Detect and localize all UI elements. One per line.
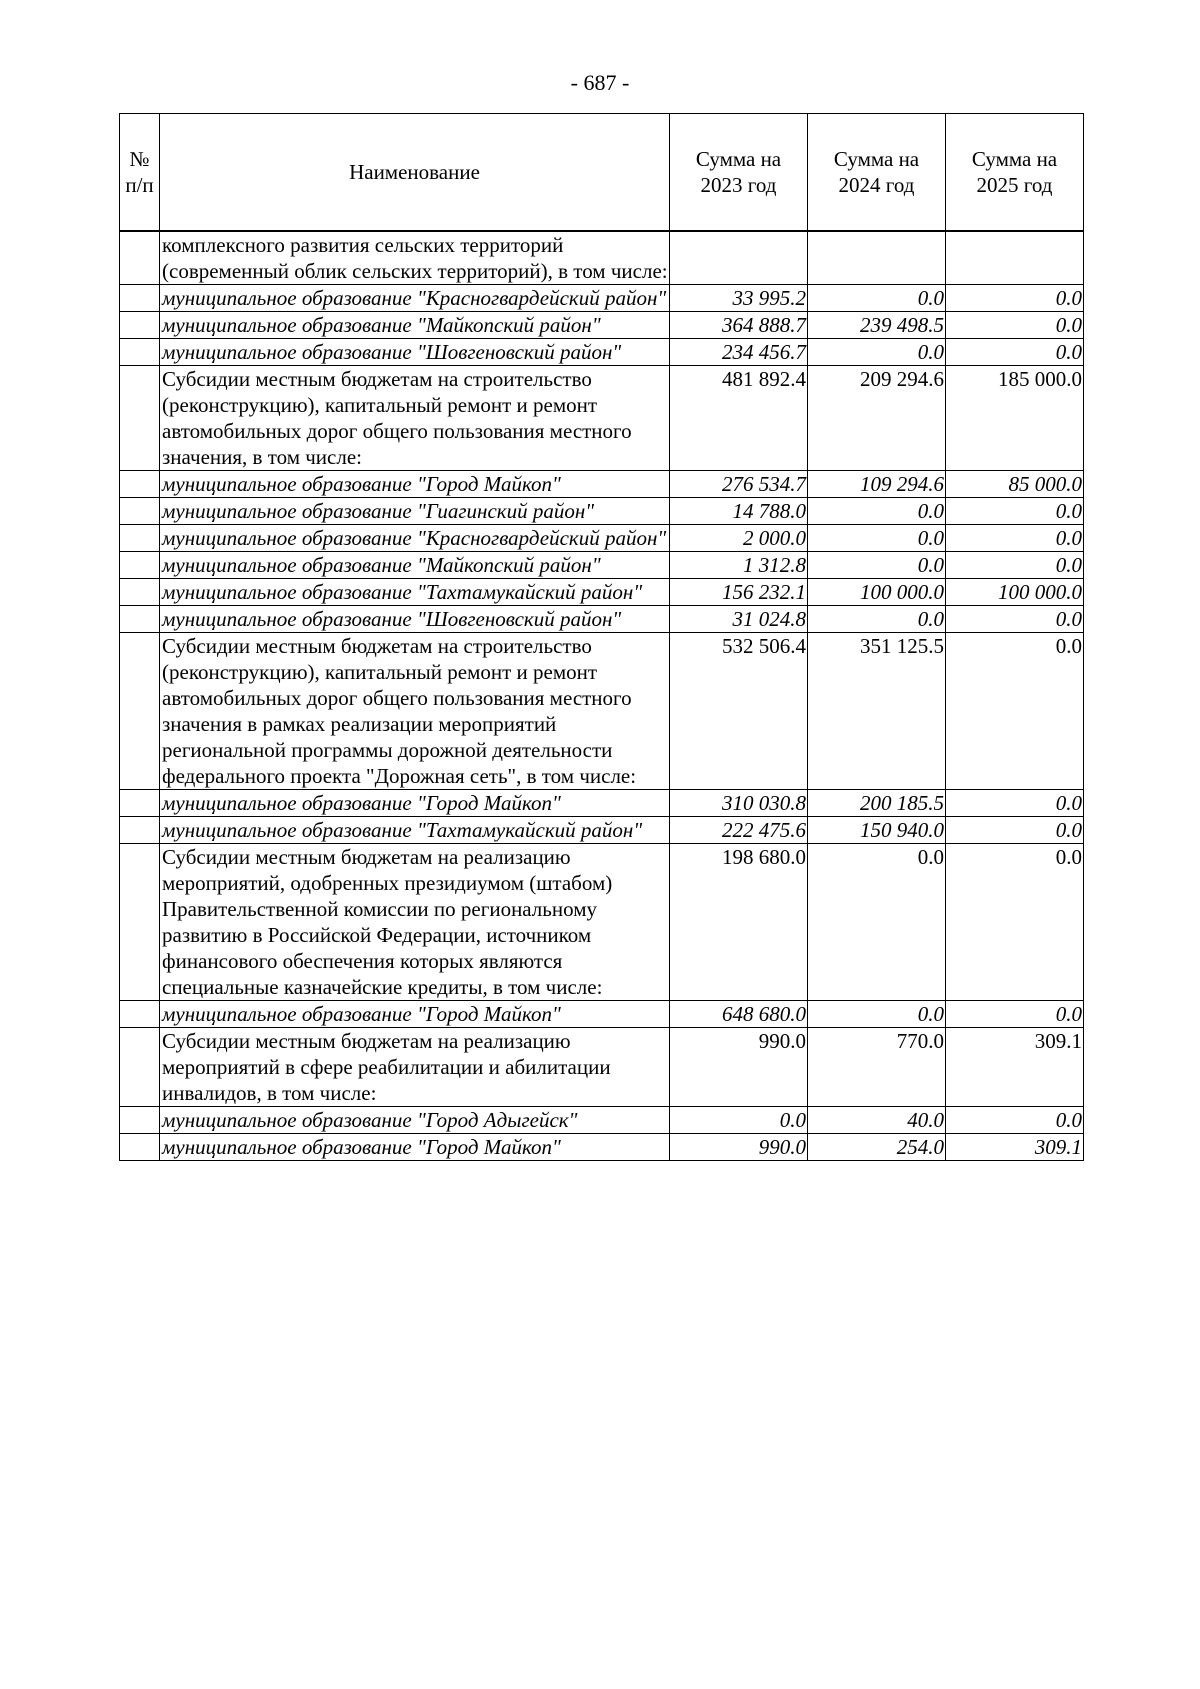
row-amount-2023: 990.0 — [670, 1134, 808, 1161]
table-body — [120, 231, 1084, 1161]
row-amount-2025: 0.0 — [946, 606, 1084, 633]
row-amount-2025: 100 000.0 — [946, 579, 1084, 606]
table-row-section — [120, 844, 1084, 1001]
row-amount-2023: 33 995.2 — [670, 285, 808, 312]
row-amount-2023: 481 892.4 — [670, 366, 808, 471]
row-number-cell — [120, 498, 160, 525]
row-number-cell — [120, 844, 160, 1001]
row-number-cell — [120, 1107, 160, 1134]
row-amount-2025: 0.0 — [946, 339, 1084, 366]
row-number-cell — [120, 471, 160, 498]
row-name: Субсидии местным бюджетам на строительство (реконструкцию), капитальный ремонт и ремонт автомобильных дорог общего пользования местного значения в рамках реализации мероприятий региональной программы дорожной деятельности федерального проекта "Дорожная сеть", в том числе: — [160, 633, 670, 790]
row-name: муниципальное образование "Город Майкоп" — [160, 790, 670, 817]
budget-table — [119, 113, 1084, 1161]
row-amount-2023: 2 000.0 — [670, 525, 808, 552]
row-amount-2023: 31 024.8 — [670, 606, 808, 633]
row-name: муниципальное образование "Шовгеновский район" — [160, 339, 670, 366]
row-name: муниципальное образование "Город Майкоп" — [160, 471, 670, 498]
row-amount-2023 — [670, 231, 808, 285]
row-name: комплексного развития сельских территорий (современный облик сельских территорий), в том числе: — [160, 231, 670, 285]
row-amount-2024: 0.0 — [808, 339, 946, 366]
row-number-cell — [120, 1001, 160, 1028]
row-amount-2025: 0.0 — [946, 633, 1084, 790]
row-number-cell — [120, 1134, 160, 1161]
row-amount-2025: 0.0 — [946, 525, 1084, 552]
row-amount-2024: 0.0 — [808, 525, 946, 552]
row-amount-2024: 0.0 — [808, 1001, 946, 1028]
row-amount-2025: 0.0 — [946, 312, 1084, 339]
row-number-cell — [120, 339, 160, 366]
row-amount-2023: 14 788.0 — [670, 498, 808, 525]
row-amount-2023: 532 506.4 — [670, 633, 808, 790]
row-number-cell — [120, 285, 160, 312]
table-header — [120, 114, 1084, 232]
table-row-subitem — [120, 790, 1084, 817]
header-name: Наименование — [160, 114, 670, 232]
header-sum-2023: Сумма на 2023 год — [670, 114, 808, 232]
row-amount-2025 — [946, 231, 1084, 285]
page-number: - 687 - — [570, 70, 630, 95]
row-amount-2025: 0.0 — [946, 844, 1084, 1001]
table-row-subitem — [120, 312, 1084, 339]
row-amount-2025: 0.0 — [946, 817, 1084, 844]
row-amount-2023: 0.0 — [670, 1107, 808, 1134]
row-name: муниципальное образование "Тахтамукайский район" — [160, 579, 670, 606]
row-name: муниципальное образование "Тахтамукайский район" — [160, 817, 670, 844]
table-row-subitem — [120, 498, 1084, 525]
row-number-cell — [120, 579, 160, 606]
row-amount-2024: 109 294.6 — [808, 471, 946, 498]
row-amount-2024: 239 498.5 — [808, 312, 946, 339]
row-name: муниципальное образование "Город Майкоп" — [160, 1001, 670, 1028]
table-row-subitem — [120, 525, 1084, 552]
table-row-subitem — [120, 339, 1084, 366]
row-amount-2025: 0.0 — [946, 552, 1084, 579]
row-amount-2023: 310 030.8 — [670, 790, 808, 817]
row-amount-2024 — [808, 231, 946, 285]
row-name: Субсидии местным бюджетам на реализацию мероприятий в сфере реабилитации и абилитации инвалидов, в том числе: — [160, 1028, 670, 1107]
table-row-subitem — [120, 1001, 1084, 1028]
header-row — [120, 114, 1084, 232]
row-amount-2024: 150 940.0 — [808, 817, 946, 844]
header-sum-2024: Сумма на 2024 год — [808, 114, 946, 232]
table-row-section — [120, 1028, 1084, 1107]
row-amount-2023: 364 888.7 — [670, 312, 808, 339]
table-row-subitem — [120, 579, 1084, 606]
row-amount-2024: 100 000.0 — [808, 579, 946, 606]
row-number-cell — [120, 552, 160, 579]
row-amount-2023: 234 456.7 — [670, 339, 808, 366]
row-name: муниципальное образование "Майкопский район" — [160, 552, 670, 579]
row-amount-2024: 0.0 — [808, 606, 946, 633]
row-amount-2025: 309.1 — [946, 1134, 1084, 1161]
row-amount-2025: 85 000.0 — [946, 471, 1084, 498]
row-amount-2025: 0.0 — [946, 790, 1084, 817]
row-amount-2024: 40.0 — [808, 1107, 946, 1134]
row-amount-2024: 0.0 — [808, 844, 946, 1001]
row-number-cell — [120, 1028, 160, 1107]
table-row-section — [120, 366, 1084, 471]
row-name: муниципальное образование "Майкопский район" — [160, 312, 670, 339]
row-name: Субсидии местным бюджетам на реализацию мероприятий, одобренных президиумом (штабом) Правительственной комиссии по региональному развитию в Российской Федерации, источником финансового обеспечения которых являются специальные казначейские кредиты, в том числе: — [160, 844, 670, 1001]
row-name: Субсидии местным бюджетам на строительство (реконструкцию), капитальный ремонт и ремонт автомобильных дорог общего пользования местного значения, в том числе: — [160, 366, 670, 471]
row-amount-2023: 1 312.8 — [670, 552, 808, 579]
row-amount-2023: 198 680.0 — [670, 844, 808, 1001]
row-amount-2024: 0.0 — [808, 285, 946, 312]
row-amount-2024: 0.0 — [808, 552, 946, 579]
row-number-cell — [120, 231, 160, 285]
table-row-subitem — [120, 1107, 1084, 1134]
row-amount-2025: 0.0 — [946, 1107, 1084, 1134]
table-row-subitem — [120, 606, 1084, 633]
table-row-subitem — [120, 552, 1084, 579]
row-name: муниципальное образование "Красногвардейский район" — [160, 285, 670, 312]
row-amount-2024: 209 294.6 — [808, 366, 946, 471]
row-amount-2023: 648 680.0 — [670, 1001, 808, 1028]
table-row-subitem — [120, 817, 1084, 844]
row-amount-2024: 200 185.5 — [808, 790, 946, 817]
row-name: муниципальное образование "Город Адыгейск" — [160, 1107, 670, 1134]
table-row-section — [120, 633, 1084, 790]
row-number-cell — [120, 312, 160, 339]
row-amount-2024: 770.0 — [808, 1028, 946, 1107]
header-sum-2025: Сумма на 2025 год — [946, 114, 1084, 232]
row-amount-2023: 222 475.6 — [670, 817, 808, 844]
row-amount-2025: 185 000.0 — [946, 366, 1084, 471]
row-amount-2023: 990.0 — [670, 1028, 808, 1107]
row-number-cell — [120, 525, 160, 552]
row-number-cell — [120, 633, 160, 790]
table-row-section — [120, 231, 1084, 285]
row-name: муниципальное образование "Красногвардейский район" — [160, 525, 670, 552]
table-row-subitem — [120, 471, 1084, 498]
row-number-cell — [120, 817, 160, 844]
row-amount-2023: 276 534.7 — [670, 471, 808, 498]
table-row-subitem — [120, 1134, 1084, 1161]
row-amount-2025: 0.0 — [946, 1001, 1084, 1028]
row-amount-2025: 309.1 — [946, 1028, 1084, 1107]
row-amount-2023: 156 232.1 — [670, 579, 808, 606]
row-number-cell — [120, 366, 160, 471]
row-name: муниципальное образование "Шовгеновский район" — [160, 606, 670, 633]
row-name: муниципальное образование "Город Майкоп" — [160, 1134, 670, 1161]
row-amount-2025: 0.0 — [946, 285, 1084, 312]
row-amount-2024: 254.0 — [808, 1134, 946, 1161]
row-amount-2024: 0.0 — [808, 498, 946, 525]
header-number: № п/п — [120, 114, 160, 232]
row-name: муниципальное образование "Гиагинский район" — [160, 498, 670, 525]
table-row-subitem — [120, 285, 1084, 312]
row-number-cell — [120, 606, 160, 633]
row-number-cell — [120, 790, 160, 817]
row-amount-2024: 351 125.5 — [808, 633, 946, 790]
row-amount-2025: 0.0 — [946, 498, 1084, 525]
